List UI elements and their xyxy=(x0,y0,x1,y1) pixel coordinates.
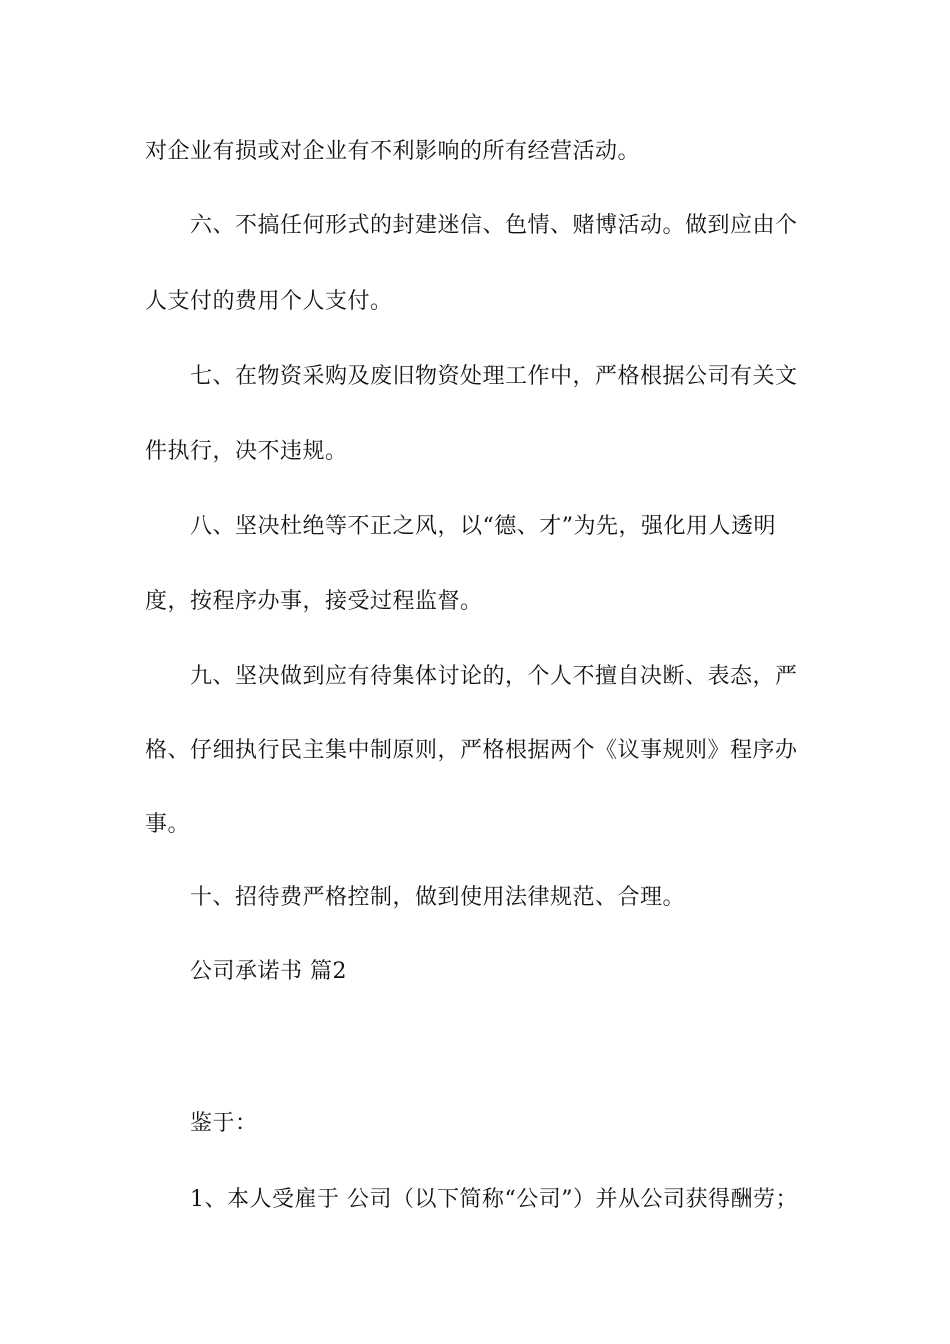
paragraph-line: 度，按程序办事，接受过程监督。 xyxy=(145,589,483,614)
paragraph-line: 人支付的费用个人支付。 xyxy=(145,289,393,314)
paragraph-line: 六、不搞任何形式的封建迷信、色情、赌博活动。做到应由个 xyxy=(190,213,798,238)
section-heading: 公司承诺书 篇2 xyxy=(190,959,347,984)
paragraph-line: 1、本人受雇于 公司（以下简称“公司”）并从公司获得酬劳； xyxy=(190,1187,798,1212)
paragraph-line: 七、在物资采购及废旧物资处理工作中，严格根据公司有关文 xyxy=(190,364,798,389)
paragraph-line: 九、坚决做到应有待集体讨论的，个人不擅自决断、表态，严 xyxy=(190,664,798,689)
paragraph-line: 对企业有损或对企业有不利影响的所有经营活动。 xyxy=(145,139,641,164)
paragraph-line: 格、仔细执行民主集中制原则，严格根据两个《议事规则》程序办 xyxy=(145,738,798,763)
paragraph-line: 十、招待费严格控制，做到使用法律规范、合理。 xyxy=(190,885,686,910)
paragraph-line: 八、坚决杜绝等不正之风，以“德、才”为先，强化用人透明 xyxy=(190,514,776,539)
paragraph-line: 事。 xyxy=(145,812,191,837)
paragraph-line: 件执行，决不违规。 xyxy=(145,439,348,464)
paragraph-line: 鉴于： xyxy=(190,1111,258,1136)
